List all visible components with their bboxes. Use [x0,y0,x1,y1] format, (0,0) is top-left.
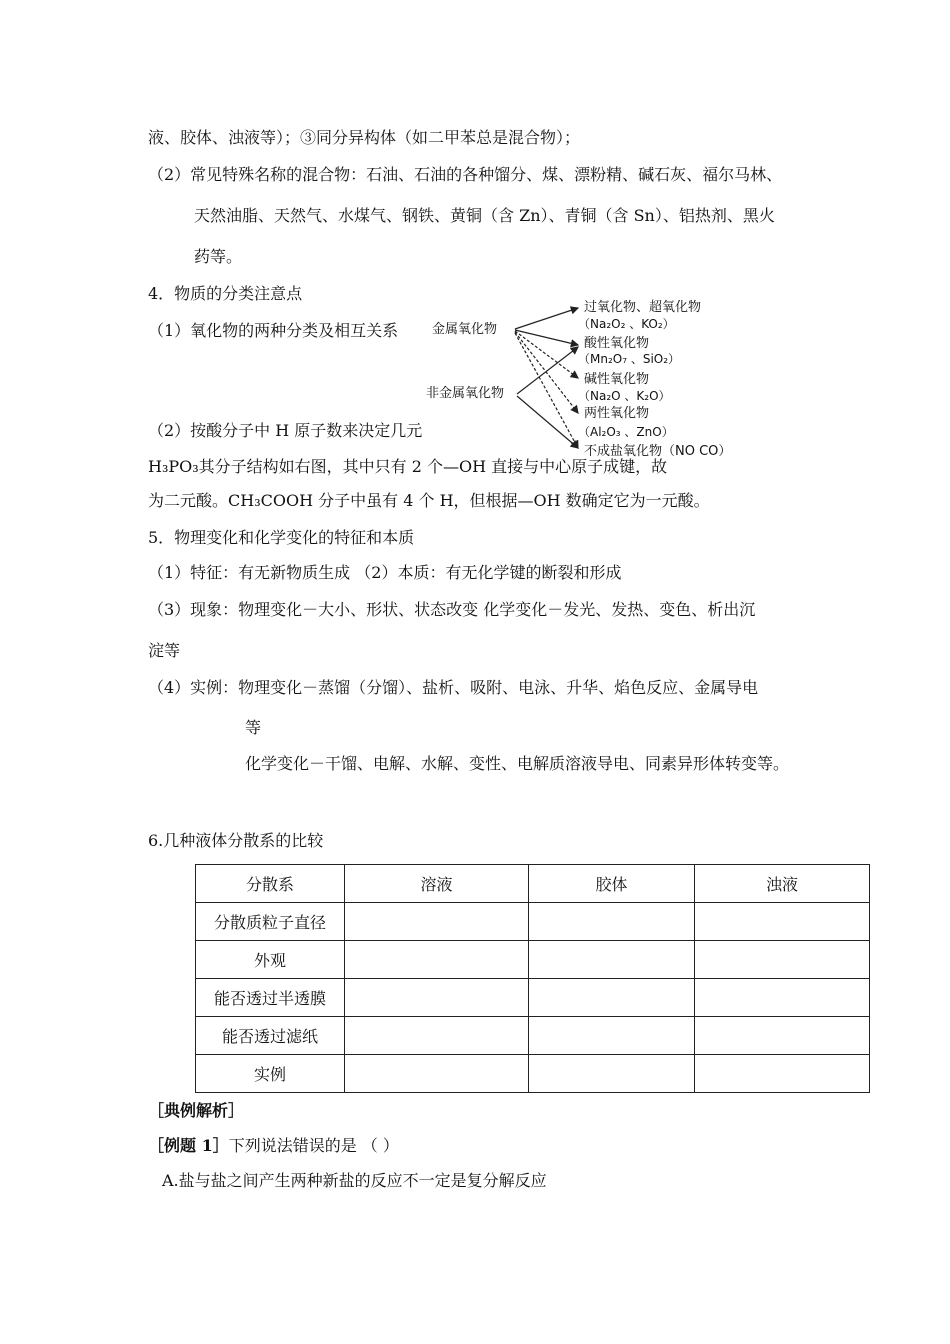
arrow [517,396,578,448]
table-cell [695,941,870,979]
arrow [515,333,578,448]
arrow [515,332,578,413]
table-row [196,1055,870,1093]
text-line: 为二元酸。CH₃COOH 分子中虽有 4 个 H，但根据—OH 数确定它为一元酸。 [148,491,710,510]
amphoteric-oxide-examples: （Al₂O₃ 、ZnO） [578,425,674,439]
acidic-oxide-label: 酸性氧化物 [584,336,650,351]
row-label: 外观 [196,941,345,979]
section-heading: 4．物质的分类注意点 [148,284,303,303]
text-line: （2）常见特殊名称的混合物：石油、石油的各种馏分、煤、漂粉精、碱石灰、福尔马林、 [148,165,783,184]
section-heading: 6.几种液体分散系的比较 [148,831,324,850]
table-cell [529,941,695,979]
metal-oxide-label: 金属氧化物 [432,322,498,337]
example-label: ［例题 1］ [148,1136,229,1155]
table-cell [529,1055,695,1093]
text-line: （1）特征：有无新物质生成 （2）本质：有无化学键的断裂和形成 [148,563,622,582]
table-header-cell: 分散系 [196,865,345,903]
text-line: 液、胶体、浊液等）；③同分异构体（如二甲苯总是混合物）； [148,128,581,147]
text-line: 化学变化－干馏、电解、水解、变性、电解质溶液导电、同素异形体转变等。 [245,754,790,773]
row-label: 能否透过滤纸 [196,1017,345,1055]
text-line: （1）氧化物的两种分类及相互关系 [148,321,399,340]
table-cell [345,979,529,1017]
table-row [196,1017,870,1055]
amphoteric-oxide-label: 两性氧化物 [584,406,650,421]
text-line: 淀等 [148,641,181,660]
table-cell [529,979,695,1017]
text-line: （2）按酸分子中 H 原子数来决定几元 [148,421,423,440]
table-row [196,979,870,1017]
text-line: 等 [245,718,262,737]
text-line: （3）现象：物理变化－大小、形状、状态改变 化学变化－发光、发热、变色、析出沉 [148,600,756,619]
text-line: 药等。 [194,247,243,266]
oxide-classification-diagram [420,292,760,464]
peroxide-examples: （Na₂O₂ 、KO₂） [578,317,675,331]
table-cell [695,1017,870,1055]
table-header-cell: 浊液 [695,865,870,903]
basic-oxide-examples: （Na₂O 、K₂O） [578,389,671,403]
table-cell [345,1055,529,1093]
basic-oxide-label: 碱性氧化物 [584,372,650,387]
table-header-cell: 胶体 [529,865,695,903]
text-line: （4）实例：物理变化－蒸馏（分馏）、盐析、吸附、电泳、升华、焰色反应、金属导电 [148,678,759,697]
table-cell [695,979,870,1017]
arrow [515,308,578,329]
text-line: 天然油脂、天然气、水煤气、钢铁、黄铜（含 Zn）、青铜（含 Sn）、铝热剂、黑火 [194,206,775,225]
example-text: 下列说法错误的是 （ ） [228,1136,399,1155]
table-cell [529,903,695,941]
row-label: 实例 [196,1055,345,1093]
table-header-row [196,865,870,903]
peroxide-label: 过氧化物、超氧化物 [584,300,702,315]
section-heading: ［典例解析］ [148,1101,245,1120]
dispersion-comparison-table [195,864,870,1093]
table-row [196,941,870,979]
table-cell [695,903,870,941]
arrows [515,308,578,448]
acidic-oxide-examples: （Mn₂O₇ 、SiO₂） [578,352,681,366]
option-a: A.盐与盐之间产生两种新盐的反应不一定是复分解反应 [162,1171,547,1190]
table-cell [529,1017,695,1055]
example-question [148,1135,399,1157]
table-header-cell: 溶液 [345,865,529,903]
section-heading: 5．物理变化和化学变化的特征和本质 [148,528,415,547]
table-row [196,903,870,941]
nonmetal-oxide-label: 非金属氧化物 [426,386,505,401]
table-cell [345,1017,529,1055]
row-label: 能否透过半透膜 [196,979,345,1017]
text-line: H₃PO₃其分子结构如右图，其中只有 2 个—OH 直接与中心原子成键，故 [148,457,668,476]
table-cell [345,941,529,979]
non-salt-forming-oxide-label: 不成盐氧化物（NO CO） [584,444,732,459]
table-cell [345,903,529,941]
table-cell [695,1055,870,1093]
row-label: 分散质粒子直径 [196,903,345,941]
